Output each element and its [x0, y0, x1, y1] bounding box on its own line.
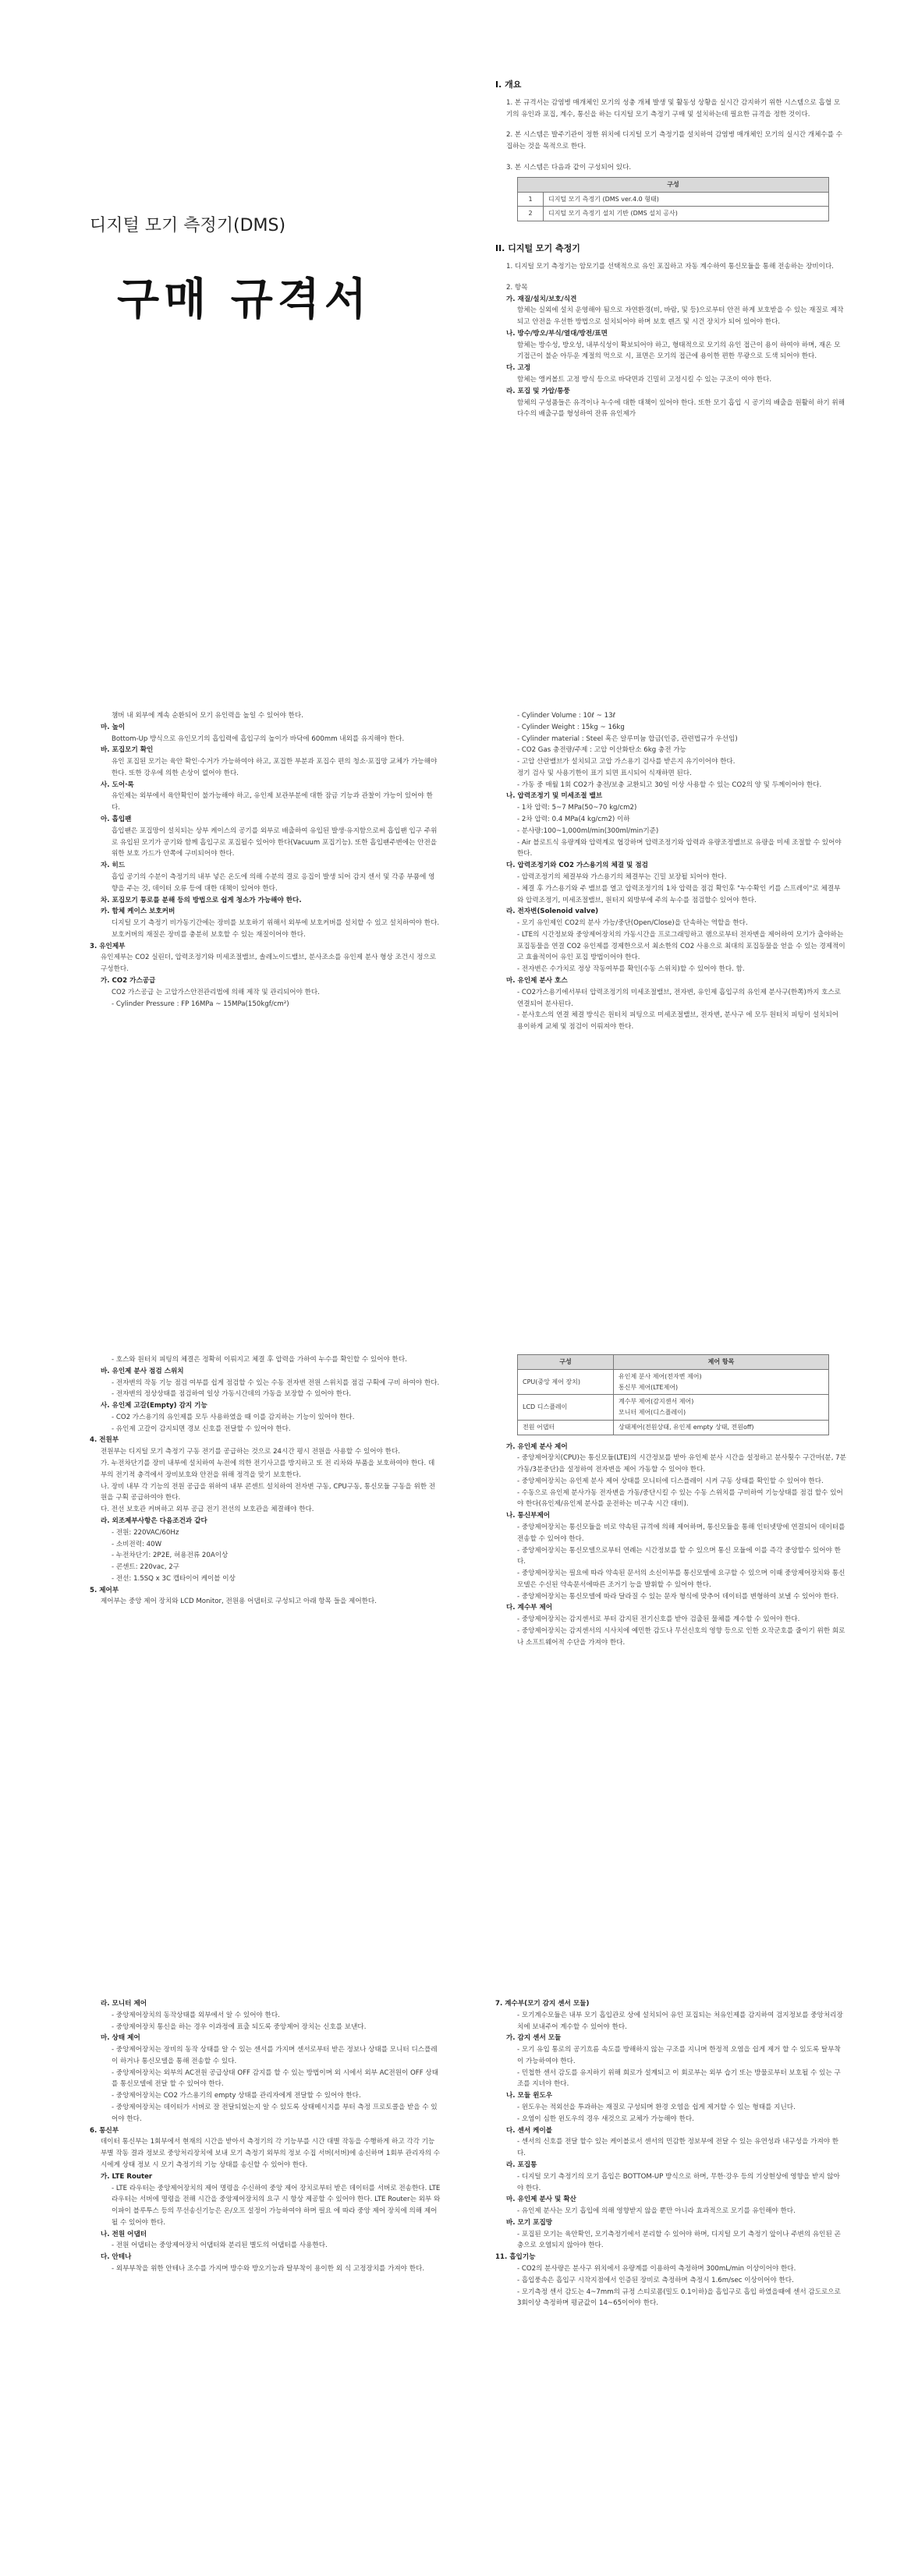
- item-heading: 라. 전자변(Solenoid valve): [506, 908, 599, 916]
- paragraph: - LTE의 시간정보와 중앙제어장치의 가동시간을 프로그래밍하고 램으로부터 전자변을 제어하여 모기가 출야하는 포집동물을 연결 CO2 유인제를 경제한으로서 최소한의 CO2 사용으로 최대의 포집동물을 얻을 수 있는 경제적이고 효율적이어 유인 포집 방법이어야 한다.: [517, 930, 845, 962]
- paragraph: - 모기계수모듈은 내부 모기 흡입관로 상에 설치되어 유인 포집되는 처유인제를 감지하여 검지정보를 중앙처리장치에 보내주어 계수할 수 있어야 한다.: [517, 2011, 843, 2031]
- item-heading: 마. 상태 제어: [101, 2034, 140, 2043]
- paragraph: - 중앙제어장치의 동작상태를 외부에서 알 수 있어야 한다.: [112, 2011, 280, 2019]
- paragraph: - 2차 압력: 0.4 MPa(4 kg/cm2) 이하: [517, 816, 630, 824]
- item-heading: 바. 모기 포집망: [506, 2218, 553, 2227]
- paragraph: - 전원: 220VAC/60Hz: [112, 1528, 179, 1537]
- item-heading: 11. 흡입기능: [495, 2253, 536, 2262]
- paragraph: - 중앙제어장치는 통신모델으로부터 연례는 시간정보를 할 수 있으며 통신 모듈에 이를 즉각 중앙할수 있어야 한다.: [517, 1546, 841, 1566]
- paragraph: 전원부는 디지털 모기 측정기 구동 전기를 공급하는 것으로 24시간 평시 전원을 사용할 수 있어야 한다.: [101, 1448, 400, 1456]
- paragraph: - 호스와 원터치 피팅의 체결은 정확히 이뤄지고 체결 후 압력을 가하여 누수를 확인할 수 있어야 한다.: [112, 1356, 407, 1364]
- paragraph: - 체결 후 가스용기와 주 밸브를 열고 압력조정기의 1차 압력을 점검 확인후 "누수확인 키를 스프레이"로 체결부와 압력조정기, 미세조절밸브, 원터지 외방부에 주의 누수를 점검할수 있어야 한다.: [517, 884, 841, 904]
- table-row: LCD 디스플레이 계수부 제어(감지센서 제어) 모니터 제어(디스플레이): [518, 1395, 829, 1421]
- paragraph: - 분사호스의 연결 체결 방식은 원터치 피팅으로 미세조절밸브, 전자변, 분사구 에 모두 원터치 피팅이 설치되어 용이하게 교체 및 점검이 이뤄져야 한다.: [517, 1011, 839, 1031]
- item-heading: 다. 압력조정기와 CO2 가스용기의 체결 및 점검: [506, 862, 648, 870]
- paragraph: - Cylinder Weight : 15kg ~ 16kg: [517, 723, 625, 731]
- paragraph: - Air 블로트식 유량계와 압력계로 협강하며 압력조정기와 압력과 유량조정밸브로 유량을 미세 조절할 수 있어야 한다.: [517, 838, 842, 858]
- paragraph: - 민첩한 센서 감도를 유지하기 위해 회로가 설계되고 이 회로부는 외부 습기 또는 방물로부터 보호될 수 있는 구조를 지녀야 한다.: [517, 2068, 841, 2089]
- paragraph: - 모기측정 센서 감도는 4~7mm의 규정 스티로폼(밀도 0.1이하)을 흡입구로 흡입 하였을때에 센서 감도로으로 3회이상 측정하며 평균값이 14~65이어야 한다.: [517, 2288, 841, 2308]
- paragraph: 나. 장비 내부 각 기능의 전원 공급을 위하여 내부 콘센트 설치하여 전자변 구동, CPU구동, 통신모듈 구동을 위한 전원을 구획 공급하여야 한다.: [101, 1482, 436, 1502]
- paragraph: - 중앙제어장치는 데이터가 서버로 잘 전달되었는지 알 수 있도록 상태메시지를 부터 측정 프로토콜을 받을 수 있어야 한다.: [112, 2104, 438, 2123]
- paragraph: - 중앙제어장치는 장비의 동작 상태를 알 수 있는 센서를 가지며 센서로부터 받은 정보나 상태를 모니터 디스플레이 하거나 통신모델을 통해 전송할 수 있다.: [112, 2046, 438, 2065]
- item-heading: 라. 모니터 제어: [101, 2000, 147, 2008]
- paragraph: - 전선: 1.5SQ x 3C 캡타이어 케이블 이상: [112, 1574, 236, 1583]
- paragraph: - 1차 압력: 5~7 MPa(50~70 kg/cm2): [517, 804, 637, 812]
- table-row: 전원 어댑터 상태제어(전원상태, 유인제 empty 상태, 전원off): [518, 1420, 829, 1435]
- document-title: 구매 규격서: [117, 274, 371, 325]
- p1-right-column: [495, 70, 846, 420]
- item-heading: 6. 통신부: [90, 2126, 119, 2135]
- paragraph: 정기 검사 및 사용기한이 표기 되면 표시되어 식재하면 된다.: [517, 769, 692, 777]
- item-heading: 바. 유인제 분사 점검 스위치: [101, 1367, 184, 1375]
- p4-right-column: [495, 1998, 846, 2309]
- page-3: [0, 1288, 911, 1932]
- table-row: 2 디지털 모기 측정기 설치 기반 (DMS 설치 공사): [518, 207, 829, 221]
- item-heading: 차. 포집모기 통로를 분해 등의 방법으로 쉽게 청소가 가능해야 한다.: [101, 896, 302, 904]
- paragraph: 3. 본 시스템은 다음과 같이 구성되어 있다.: [506, 164, 632, 172]
- p2-right-column: [495, 710, 846, 1033]
- paragraph: 유인제부는 CO2 실린더, 압력조정기와 미세조절밸브, 솔레노이드밸브, 분사조소를 유인제 분사 형상 조건시 정으로 구성한다.: [101, 954, 437, 974]
- item-heading: 가. 유인제 분사 제어: [506, 1442, 568, 1451]
- item-heading: 사. 도어·록: [101, 780, 134, 789]
- paragraph: - 센서의 신호를 전달 할수 있는 케이블로서 센서의 민감한 정보부에 전달 수 있는 유연성과 내구성을 가져야 한다.: [517, 2138, 839, 2158]
- item-heading: 4. 전원부: [90, 1436, 119, 1445]
- item-heading: 사. 유인제 고갈(Empty) 감지 기능: [101, 1402, 207, 1410]
- paragraph: - CO2 가스용기의 유인제를 모두 사용하였을 때 이를 감지하는 기능이 있어야 한다.: [112, 1413, 355, 1421]
- paragraph: 흡입 공기의 수분이 측정기의 내부 넣은 온도에 의해 수분의 결로 응집이 발생 되어 감지 센서 및 각종 부품에 영향을 주는 것, 데이터 오류 등에 대한 대책이 있어야 한다.: [112, 872, 435, 893]
- paragraph: - Cylinder Pressure : FP 16MPa ~ 15MPa(150kgf/cm²): [112, 1000, 289, 1008]
- item-heading: 마. 유인제 분사 및 확산: [506, 2196, 576, 2204]
- paragraph: - 분사량:100~1,000ml/min(300ml/min기준): [517, 826, 659, 835]
- paragraph: 유인 포집된 모기는 육안 확인·수거가 가능하여야 하고, 포집한 부분과 포집수 편의 청소·포집망 교체가 가능해야 한다. 또한 강우에 의한 손상이 없어야 한다.: [112, 758, 438, 777]
- paragraph: - 오염이 심한 윈도우의 경우 새것으로 교체가 가능해야 한다.: [517, 2114, 694, 2123]
- item-heading: 다. 계수부 제어: [506, 1604, 553, 1612]
- item-heading: 나. 전원 어댑터: [101, 2230, 147, 2238]
- item-heading: 아. 흡입팬: [101, 816, 132, 824]
- paragraph: - 고압 산란밸브가 설치되고 고압 가스용기 검사를 받은지 유기이어야 한다.: [517, 758, 736, 766]
- paragraph: 흡입팬은 포집망이 설치되는 상부 케이스의 공기를 외부로 배출하여 유입된 발생·유지함으로써 흡입팬 입구 주위로 유입된 모기가 공기와 함께 흡입구로 포집될수 있어야 한다(Vacuum 포집기능). 또한 흡입팬주변에는 안전을 위한 보호 가드가 안쪽에 구비되어야 한다.: [112, 826, 438, 858]
- section-heading: I. 개요: [495, 80, 522, 90]
- paragraph: - 흡입풍속은 흡입구 시작지점에서 인증된 장비로 측정하며 측정시 1.6m/sec 이상이어야 한다.: [517, 2276, 794, 2284]
- paragraph: - 중앙제어장치(CPU)는 통신모듈(LTE)의 시간정보를 받아 유인제 분사 시간을 설정하고 분사횟수 구간마(분, 7분가동/3분중단)을 설정하여 전자변을 제어 가동할 수 있어야 한다.: [517, 1454, 846, 1474]
- item-heading: 라. 포집통: [506, 2160, 537, 2169]
- p4-left-column: [90, 1998, 441, 2275]
- paragraph: - 전원 어댑터는 중앙제어장치 어댑터와 분리된 별도의 어댑터를 사용한다.: [112, 2242, 328, 2250]
- paragraph: - 가동 중 매월 1회 CO2가 충전/보충 교환되고 30일 이상 사용할 수 있는 CO2의 양 및 두께이어야 한다.: [517, 780, 822, 789]
- document-subtitle: 디지털 모기 측정기(DMS): [90, 216, 286, 235]
- item-heading: 나. 모듈 윈도우: [506, 2092, 553, 2100]
- paragraph: - 중앙제어장치는 감지센서로 부터 감지된 전기신호를 받아 검출된 물체를 계수할 수 있어야 한다.: [517, 1615, 800, 1624]
- paragraph: 유인제는 외부에서 육안확인이 불가능해야 하고, 유인제 보관부분에 대한 잠금 기능과 관찰이 가능이 있어야 한다.: [112, 792, 433, 812]
- paragraph: - 디지털 모기 측정기의 모기 흡입은 BOTTOM-UP 방식으로 하며, 무한·강우 등의 기상현상에 영향을 받지 않아야 한다.: [517, 2172, 840, 2192]
- paragraph: 1. 본 규격서는 감염병 매개체인 모기의 성충 개체 발생 및 활동성 상황을 실시간 감지하기 위한 시스템으로 흡혈 모기의 유인과 포집, 계수, 통신을 하는 디지털 모기 측정기 구매 및 설치하는데 필요한 규격을 정한 것이다.: [506, 98, 841, 119]
- paragraph: - 콘센트: 220vac, 2구: [112, 1563, 180, 1572]
- paragraph: - CO2가스용기에서부터 압력조정기의 미세조절밸브, 전자변, 유인제 흡입구의 유인제 분사구(한쪽)까지 호스로 연결되어 분사된다.: [517, 988, 842, 1008]
- section-heading: II. 디지털 모기 측정기: [495, 243, 580, 254]
- page-2: [0, 644, 911, 1288]
- table-row: 1 디지털 모기 측정기 (DMS ver.4.0 형태): [518, 192, 829, 207]
- paragraph: - 소비전력: 40W: [112, 1540, 162, 1548]
- paragraph: - 윈도우는 적외선을 투과하는 재질로 구성되며 환경 오염을 쉽게 제거할 수 있는 형태를 지닌다.: [517, 2104, 796, 2112]
- item-heading: 자. 히드: [101, 862, 126, 870]
- paragraph: - 유인제 분사는 모기 흡입에 의해 영향받지 않을 뿐만 아니라 효과적으로 모기를 유인해야 한다.: [517, 2207, 796, 2216]
- item-heading: 바. 포집모기 확인: [101, 746, 154, 755]
- paragraph: 2. 본 시스템은 발주기관이 정한 위치에 디지털 모기 측정기를 설치하여 감염병 매개체인 모기의 실시간 개체수를 수집하는 것을 목적으로 한다.: [506, 131, 843, 151]
- paragraph: - 중앙제어장치는 감지센서의 시사치에 예민한 감도나 무선신호의 영향 등으로 인한 오작군호를 줄이기 위한 회로나 소프트웨어적 수단을 가져야 한다.: [517, 1627, 845, 1647]
- item-heading: 가. LTE Router: [101, 2172, 153, 2181]
- paragraph: - 중앙제어장치는 통신모듈을 비로 약속된 규격에 의해 제어하며, 통신모듈을 통해 인터넷망에 연결되어 데이터를 전송할 수 있어야 한다.: [517, 1523, 845, 1543]
- control-table: 구성 제어 항목 CPU(중앙 제어 장치) 유인제 분사 제어(전자변 제어) 통신부 제어(LTE제어) LCD 디스플레이 계수부 제어(감지센서 제어) 모니터 제어(디스플레이) 전원 어댑터 상태제어(전원상태, 유인제 empty 상태, 전원off): [517, 1354, 829, 1435]
- paragraph: - 전자변은 수가치로 정상 작동여부를 확인(수동 스위치)할 수 있어야 한다. 함.: [517, 965, 745, 974]
- paragraph: 챔버 내 외부에 계속 순환되어 모기 유인력을 높일 수 있어야 한다.: [112, 712, 303, 720]
- page-4: [0, 1932, 911, 2576]
- table-row: CPU(중앙 제어 장치) 유인제 분사 제어(전자변 제어) 통신부 제어(LTE제어): [518, 1369, 829, 1395]
- p3-right-column: [495, 1354, 846, 1649]
- paragraph: 다. 전선 보호관 커버하고 외부 공급 전기 전선의 보호관을 체결해야 한다.: [101, 1506, 314, 1514]
- paragraph: 제어부는 중앙 제어 장치와 LCD Monitor, 전원용 어댑터로 구성되고 아래 항목 들을 제어한다.: [101, 1598, 377, 1606]
- item-heading: 라. 외조제부사항은 다음조건과 같다: [101, 1516, 207, 1525]
- paragraph: - 중앙제어장치는 외부의 AC전원 공급상태 OFF 감지를 할 수 있는 방법이며 외 시에서 외부 AC전원이 OFF 상태를 통신모델에 전달 할 수 있어야 한다.: [112, 2068, 439, 2089]
- paragraph: - 전자변의 정상상태를 점검하여 일상 가동시간데의 가동을 보장할 수 있어야 한다.: [112, 1390, 352, 1399]
- p3-left-column: [90, 1354, 441, 1608]
- paragraph: - 중앙제어장치는 필요에 따라 약속된 문서의 소신이부를 통신모델에 요구할 수 있으며 이때 중앙제어장치와 통신모델은 수신된 약속문서에따른 조거기 능을 발휘할 수 있어야 한다.: [517, 1569, 845, 1589]
- paragraph: - 중앙제어장치는 통신모델에 따라 달라질 수 있는 문자 형식에 맞추어 데이터를 변형하여 보낼 수 있어야 한다.: [517, 1592, 839, 1601]
- paragraph: 가. 누전차단기를 장비 내부에 설치하여 누전에 의한 전기사고를 방지하고 또 전 리차와 부품을 보호하여야 한다. 데부의 전기적 충격에서 장비보호와 안전을 위해 정격을 맞기 보호한다.: [101, 1460, 435, 1479]
- paragraph: - 중앙제어장치는 CO2 가스용기의 empty 상태를 관리자에게 전달할 수 있어야 한다.: [112, 2092, 361, 2100]
- paragraph: - 모기 유인제인 CO2의 분사 가능/중단(Open/Close)을 단속하는 역할을 한다.: [517, 919, 748, 928]
- p3-right-text: [495, 1442, 846, 1649]
- paragraph: 디지털 모기 측정기 비가동기간에는 장비를 보호하기 위해서 외부에 보호커버를 설치할 수 있고 설치하여야 한다. 보호커버의 재질은 장비를 충분히 보호할 수 있는 재질이어야 한다.: [112, 919, 440, 939]
- paragraph: - 중앙제어장치 통신을 하는 경우 이과정에 표출 되도록 중앙제어 장치는 신호를 보낸다.: [112, 2022, 367, 2031]
- paragraph: - 외부부착을 위한 안테나 조수를 가지며 방수와 방오기능과 탈부착이 용이한 외 식 고정장치를 가져야 한다.: [112, 2264, 425, 2273]
- item-heading: 가. CO2 가스공급: [101, 976, 156, 985]
- paragraph: - 유인제 고갈이 감지되면 경보 신호를 전달할 수 있어야 한다.: [112, 1424, 291, 1433]
- paragraph: - 모기 유입 통로의 공기흐름 속도를 방해하지 않는 구조를 지니며 한정적 오염을 쉽게 제거 할 수 있도록 탈부착이 가능하여야 한다.: [517, 2046, 841, 2065]
- paragraph: - 압력조정기의 체결부와 가스용기의 체결부는 긴밀 보장될 되어야 한다.: [517, 872, 727, 881]
- paragraph: - 중앙제어장치는 유인제 분사 제어 상태를 모니터에 디스플레이 시켜 구동 상태를 확인할 수 있어야 한다.: [517, 1477, 824, 1485]
- item-heading: 7. 계수부(모기 감지 센서 모듈): [495, 2000, 590, 2008]
- paragraph: - Cylinder material : Steel 혹은 알루미늄 합금(인증, 관련법규가 우선임): [517, 734, 738, 743]
- page-1: [0, 0, 911, 644]
- table-header: 구성: [518, 177, 829, 192]
- p2-left-column: [90, 710, 441, 1010]
- item-heading: 카. 함체 케이스 보호커버: [101, 908, 175, 916]
- paragraph: 데이터 통신부는 1회부에서 현재의 시간을 받아서 측정기의 각 기능부를 시간 대별 작동을 수행하게 하고 각각 기능부별 작동 결과 정보로 중앙처리장치에 보내 모기 측정기 외부의 정보 수집 서버(서버)에 송신하며 1회부 관리자의 수 시에게 상태 정보 시 모기 측정기의 기능 상태를 송신할 수 있어야 한다.: [101, 2138, 441, 2169]
- item-heading: 나. 통신부제어: [506, 1512, 551, 1520]
- composition-table: [517, 177, 829, 221]
- item-heading: 다. 센서 케이블: [506, 2126, 553, 2135]
- item-heading: 가. 감지 센서 모듈: [506, 2034, 562, 2043]
- paragraph: 2. 항목: [506, 283, 528, 292]
- paragraph: - 누전차단기: 2P2E, 허용전류 20A이상: [112, 1552, 229, 1560]
- paragraph: CO2 가스공급 는 고압가스안전관리법에 의해 제작 및 관리되어야 한다.: [112, 988, 320, 996]
- paragraph: - Cylinder Volume : 10ℓ ~ 13ℓ: [517, 712, 616, 720]
- item-heading: 나. 압력조정기 및 미세조절 밸브: [506, 792, 603, 801]
- paragraph: 1. 디지털 모기 측정기는 암모기를 선택적으로 유인 포집하고 자동 계수하여 통신모듈을 통해 전송하는 장비이다.: [506, 262, 835, 271]
- paragraph: - LTE 라우터는 중앙제어장치의 제어 명령을 수신하여 중앙 제어 장치로부터 받은 데이터를 서버로 전송한다. LTE 라우터는 서버에 명령을 전해 시간을 중앙제어장치의 요구 시 항상 제공할 수 있어야 한다. LTE Router는 외부 와이파이 블루투스 등의 무선송신기능은 온/오프 설정이 가능하여야 하며 필요 에 따라 중앙 제어 장치에 의해 제어될 수 있어야 한다.: [112, 2184, 441, 2227]
- item-heading: 마. 높이: [101, 723, 126, 731]
- paragraph: - 수동으로 유인제 분사가동 전자변을 가동/중단시킬 수 있는 수동 스위치를 구비하여 기능상태를 점검 할수 있어야 한다(유인제/유인제 분사를 운전하는 비구속 시간 대비).: [517, 1488, 843, 1509]
- item-heading: 3. 유인제부: [90, 942, 126, 950]
- item-heading: 다. 안테나: [101, 2253, 132, 2262]
- item-heading: 5. 제어부: [90, 1586, 119, 1594]
- paragraph: - CO2의 분사량은 분사구 위치에서 유량계를 이용하여 측정하며 300mL/min 이상이어야 한다.: [517, 2264, 796, 2273]
- p1-items: 가. 재질/설치/보호/식견 함체는 실외에 설치 운영해야 됨으로 자연환경(비, 바람, 및 등)으로부터 안전 하게 보호받을 수 있는 재질로 제작되고 안전을 우선한 방법으로 설치되어야 하며 보호 렌즈 및 시건 장치가 되어 있어야 한다. 나. 방수/방오/부식/열대/방전/표면 함체는 방수성, 방오성, 내부식성이 확보되어야 하고, 형태적으로 모기의 유인 접근이 용이 하여야 하며, 재온 모기접근이 불순 아두운 계절의 먹으로 시, 표면은 모기의 접근에 용이한 편한 무광으로 도색 되어야 한다. 다. 고정 함체는 앵커볼트 고정 방식 등으로 바닥면과 긴밀히 고정시킬 수 있는 구조이 여야 한다. 라. 포집 및 가압/통풍 함체의 구성품들은 유격이나 누수에 대한 대책이 있어야 한다. 또한 모기 흡입 시 공기의 배출을 원활히 하기 위해 다수의 배출구를 형성하여 잔류 유인제가: [506, 295, 845, 419]
- paragraph: Bottom-Up 방식으로 유인모기의 흡입력에 흡입구의 높이가 바닥에 600mm 내외를 유지해야 한다.: [112, 734, 405, 743]
- paragraph: - CO2 Gas 충전량/주제 : 고압 이산화탄소 6kg 충전 가능: [517, 746, 686, 755]
- paragraph: - 포집된 모기는 육안확인, 모기측정기에서 분리할 수 있어야 하며, 디지털 모기 측정기 앞이나 주변의 유인된 곤충으로 오염되지 않아야 한다.: [517, 2230, 841, 2250]
- paragraph: - 전자변의 작동 기능 점검 여부를 쉽게 점검할 수 있는 수동 전자변 전원 스위치를 점검 구획에 구비 하여야 한다.: [112, 1378, 440, 1387]
- item-heading: 마. 유인제 분사 호스: [506, 976, 568, 985]
